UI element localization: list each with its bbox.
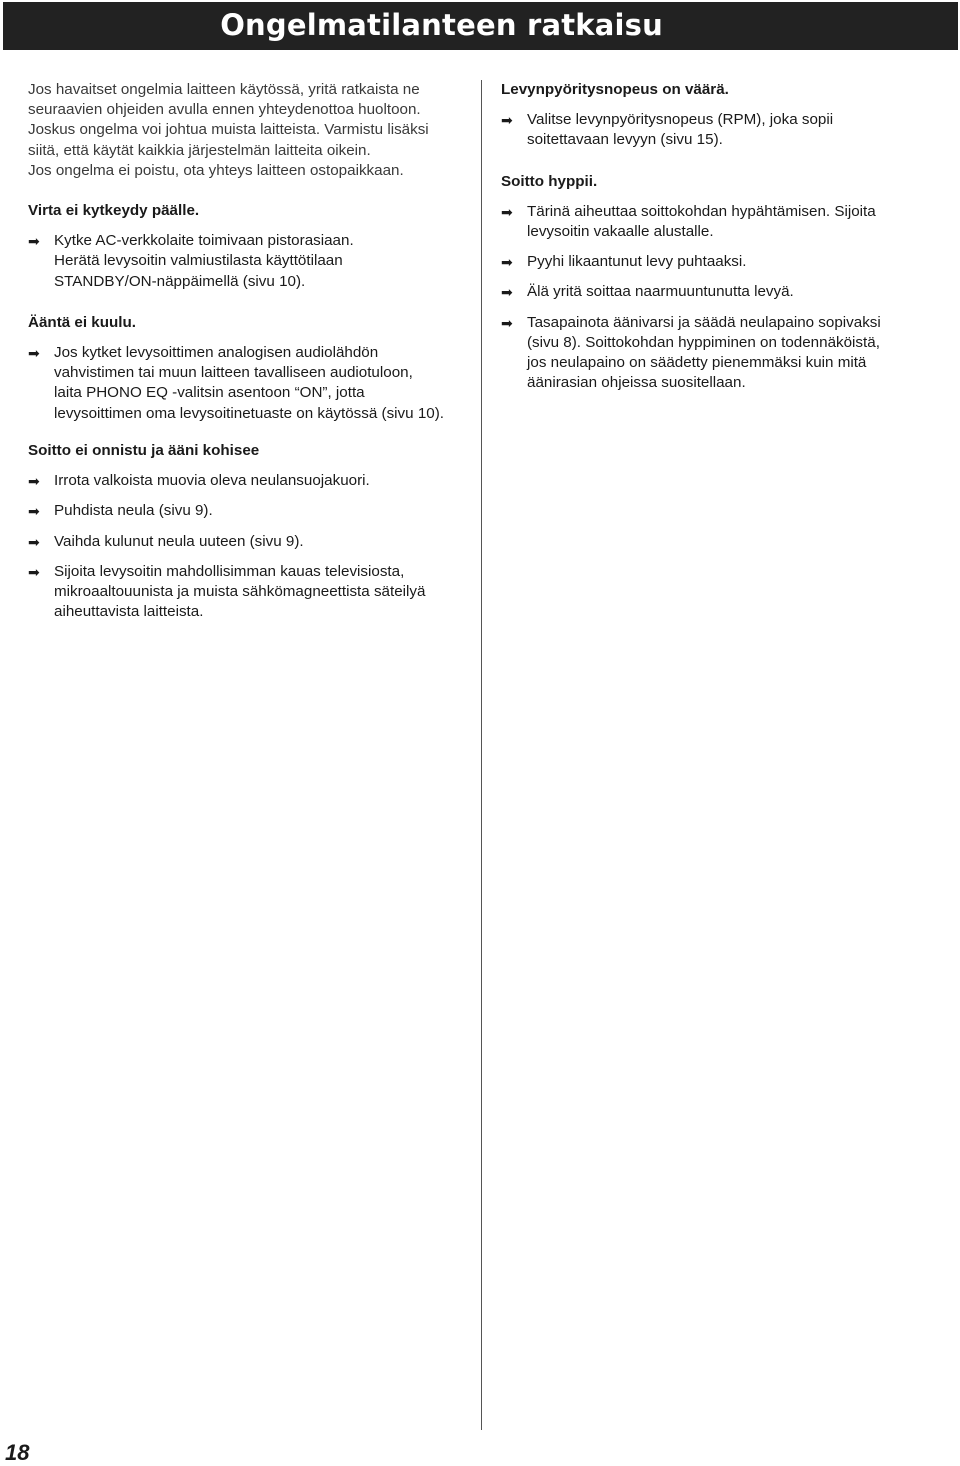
item-line: STANDBY/ON-näppäimellä (sivu 10). bbox=[54, 272, 306, 290]
item-line: Puhdista neula (sivu 9). bbox=[54, 502, 213, 520]
arrow-icon: ➡ bbox=[501, 112, 513, 129]
item-line: mikroaaltouunista ja muista sähkömagneettista säteilyä bbox=[54, 583, 426, 601]
item-line: äänirasian ohjeissa suositellaan. bbox=[527, 374, 746, 392]
item-line: Vaihda kulunut neula uuteen (sivu 9). bbox=[54, 532, 304, 550]
column-divider bbox=[481, 80, 482, 1430]
list-item bbox=[28, 343, 468, 424]
section-heading-noise: Soitto ei onnistu ja ääni kohisee bbox=[28, 442, 260, 459]
lower-left-section bbox=[28, 441, 468, 622]
item-line: Kytke AC-verkkolaite toimivaan pistorasiaan. bbox=[54, 232, 354, 250]
list-item bbox=[28, 562, 468, 623]
section-heading-no-sound: Ääntä ei kuulu. bbox=[28, 313, 137, 331]
item-line: Älä yritä soittaa naarmuuntunutta levyä. bbox=[527, 283, 794, 301]
left-column bbox=[28, 80, 468, 424]
list-item bbox=[501, 202, 931, 242]
item-line: levysoittimen oma levysoitinetuaste on käytössä (sivu 10). bbox=[54, 404, 444, 422]
section-heading-power: Virta ei kytkeydy päälle. bbox=[28, 202, 200, 220]
item-line: levysoitin vakaalle alustalle. bbox=[527, 223, 714, 241]
item-line: Valitse levynpyöritysnopeus (RPM), joka sopii bbox=[527, 111, 834, 129]
arrow-icon: ➡ bbox=[501, 314, 513, 331]
item-line: Sijoita levysoitin mahdollisimman kauas televisiosta, bbox=[54, 562, 405, 580]
arrow-icon: ➡ bbox=[501, 254, 513, 271]
intro-line: Jos havaitset ongelmia laitteen käytössä, yritä ratkaista ne bbox=[28, 81, 420, 98]
item-line: vahvistimen tai muun laitteen tavalliseen audiotuloon, bbox=[54, 364, 413, 382]
list-item bbox=[28, 501, 468, 521]
arrow-icon: ➡ bbox=[28, 563, 40, 580]
section-heading-speed: Levynpyöritysnopeus on väärä. bbox=[501, 81, 729, 98]
list-item bbox=[501, 252, 931, 272]
arrow-icon: ➡ bbox=[28, 533, 40, 550]
intro-line: siitä, että käytät kaikkia järjestelmän laitteita oikein. bbox=[28, 141, 371, 159]
item-line: Herätä levysoitin valmiustilasta käyttötilaan bbox=[54, 252, 343, 270]
list-item bbox=[501, 282, 931, 302]
page-number: 18 bbox=[5, 1440, 30, 1465]
list-item bbox=[28, 231, 468, 292]
item-line: Irrota valkoista muovia oleva neulansuojakuori. bbox=[54, 472, 370, 490]
section-heading-skip: Soitto hyppii. bbox=[501, 172, 598, 190]
item-line: Jos kytket levysoittimen analogisen audiolähdön bbox=[54, 344, 379, 362]
item-line: Tärinä aiheuttaa soittokohdan hypähtämisen. Sijoita bbox=[527, 202, 876, 220]
arrow-icon: ➡ bbox=[28, 473, 40, 490]
item-line: aiheuttavista laitteista. bbox=[54, 603, 204, 621]
item-line: (sivu 8). Soittokohdan hyppiminen on todennäköistä, bbox=[527, 333, 880, 351]
arrow-icon: ➡ bbox=[28, 503, 40, 520]
list-item bbox=[28, 532, 468, 552]
item-line: jos neulapaino on säädetty pienemmäksi kuin mitä bbox=[527, 354, 867, 372]
item-line: Tasapainota äänivarsi ja säädä neulapaino sopivaksi bbox=[527, 313, 881, 331]
list-item bbox=[501, 110, 931, 150]
list-item bbox=[501, 313, 931, 394]
item-line: Pyyhi likaantunut levy puhtaaksi. bbox=[527, 253, 747, 271]
page-title: Ongelmatilanteen ratkaisu bbox=[220, 8, 663, 42]
arrow-icon: ➡ bbox=[501, 284, 513, 301]
right-column bbox=[501, 80, 931, 393]
intro-line: Jos ongelma ei poistu, ota yhteys laitteen ostopaikkaan. bbox=[28, 161, 404, 179]
arrow-icon: ➡ bbox=[28, 233, 40, 250]
item-line: laita PHONO EQ -valitsin asentoon “ON”, jotta bbox=[54, 384, 365, 402]
intro-line: seuraavien ohjeiden avulla ennen yhteydenottoa huoltoon. bbox=[28, 101, 421, 119]
intro-paragraph bbox=[28, 80, 468, 181]
arrow-icon: ➡ bbox=[28, 345, 40, 362]
title-bar bbox=[3, 2, 958, 50]
intro-line: Joskus ongelma voi johtua muista laitteista. Varmistu lisäksi bbox=[28, 121, 429, 139]
arrow-icon: ➡ bbox=[501, 203, 513, 220]
list-item bbox=[28, 471, 468, 491]
item-line: soitettavaan levyyn (sivu 15). bbox=[527, 131, 723, 149]
